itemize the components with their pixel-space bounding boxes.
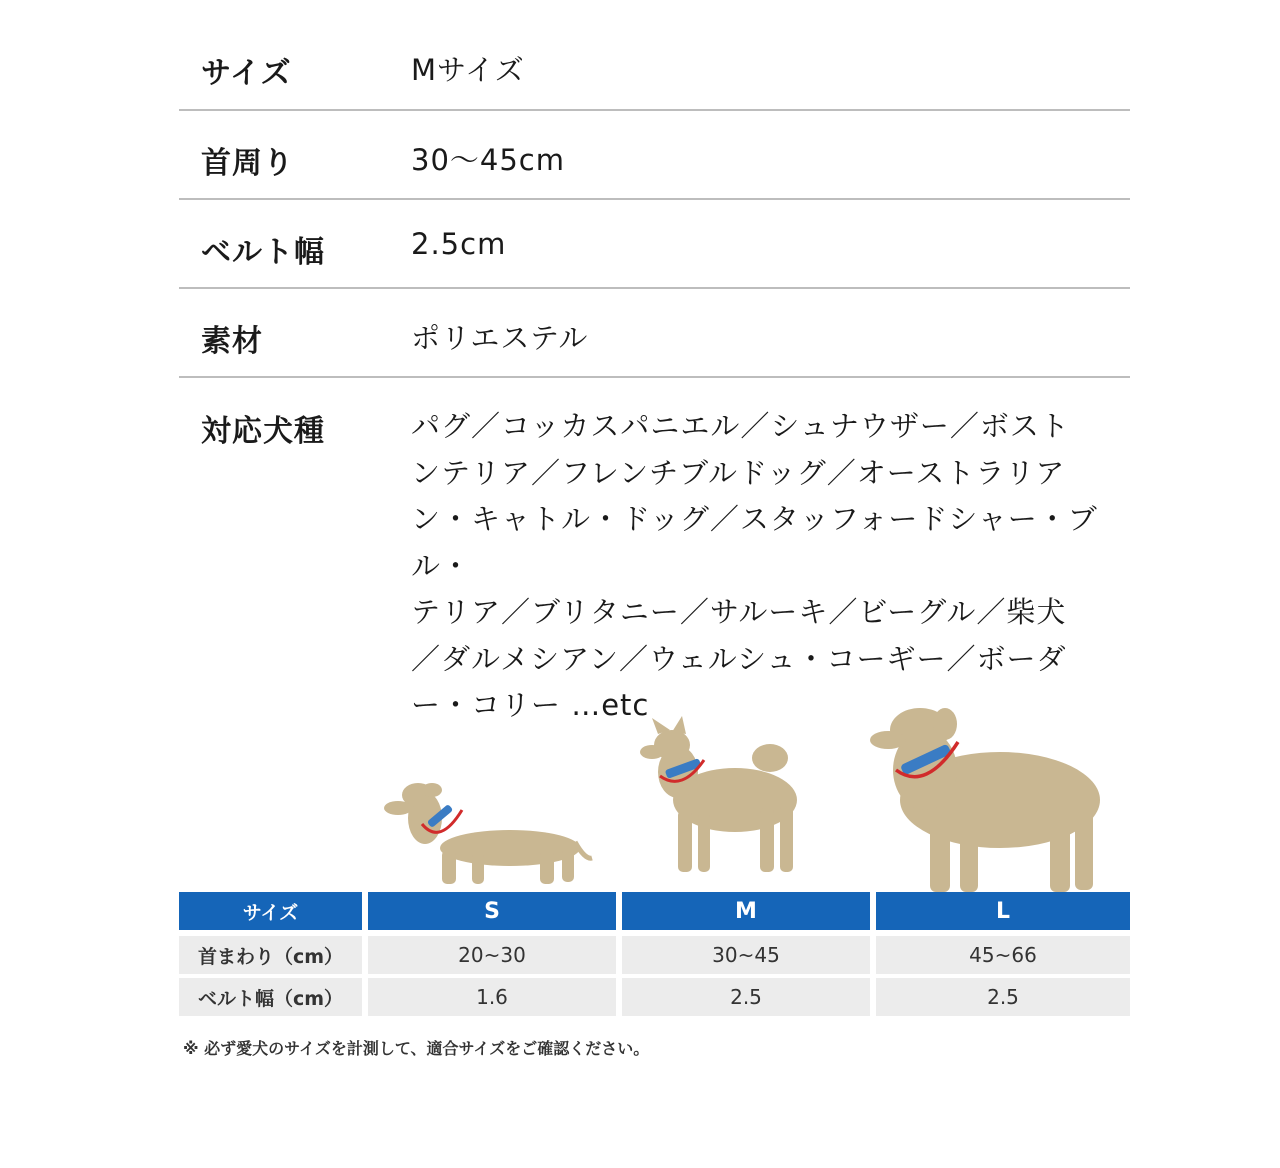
spec-value: 30〜45cm <box>411 143 565 177</box>
cell-m: 30~45 <box>622 936 870 974</box>
header-m: M <box>622 892 870 930</box>
row-label: 首まわり（cm） <box>179 936 362 974</box>
breed-line: テリア／ブリタニー／サルーキ／ビーグル／柴犬 <box>411 595 1067 629</box>
breed-line: パグ／コッカスパニエル／シュナウザー／ボスト <box>411 409 1070 443</box>
table-row <box>179 936 1130 974</box>
cell-s: 20~30 <box>368 936 616 974</box>
spec-label: サイズ <box>201 56 292 91</box>
spec-row-belt-width <box>179 200 1130 289</box>
size-chart-header <box>179 892 1130 930</box>
dog-size-illustration <box>360 700 1130 892</box>
table-row <box>179 978 1130 1016</box>
spec-label: ベルト幅 <box>201 235 325 270</box>
breed-line: ー・コリー …etc <box>411 688 650 722</box>
spec-row-material <box>179 289 1130 378</box>
spec-value: Mサイズ <box>411 53 525 87</box>
breed-list <box>411 403 1110 729</box>
breed-line: ン・キャトル・ドッグ／スタッフォードシャー・ブル・ <box>411 502 1098 583</box>
spec-row-breeds <box>179 378 1130 722</box>
breed-line: ／ダルメシアン／ウェルシュ・コーギー／ボーダ <box>411 641 1067 676</box>
spec-row-size <box>179 22 1130 111</box>
row-label: ベルト幅（cm） <box>179 978 362 1016</box>
header-l: L <box>876 892 1130 930</box>
cell-m: 2.5 <box>622 978 870 1016</box>
medium-dog-icon <box>640 716 797 872</box>
small-dog-icon <box>384 783 592 884</box>
breed-line: ンテリア／フレンチブルドッグ／オーストラリア <box>411 455 1066 490</box>
spec-row-neck <box>179 111 1130 200</box>
measurement-note: ※ 必ず愛犬のサイズを計測して、適合サイズをご確認ください。 <box>183 1039 650 1058</box>
spec-table <box>179 22 1130 722</box>
spec-value: ポリエステル <box>411 321 589 355</box>
spec-label: 対応犬種 <box>201 414 325 449</box>
large-dog-icon <box>870 708 1100 892</box>
spec-value: 2.5cm <box>411 227 507 261</box>
size-chart <box>179 892 1130 1020</box>
cell-l: 45~66 <box>876 936 1130 974</box>
cell-l: 2.5 <box>876 978 1130 1016</box>
cell-s: 1.6 <box>368 978 616 1016</box>
spec-label: 首周り <box>201 146 294 181</box>
header-s: S <box>368 892 616 930</box>
spec-label: 素材 <box>201 324 263 359</box>
header-size: サイズ <box>179 892 362 930</box>
